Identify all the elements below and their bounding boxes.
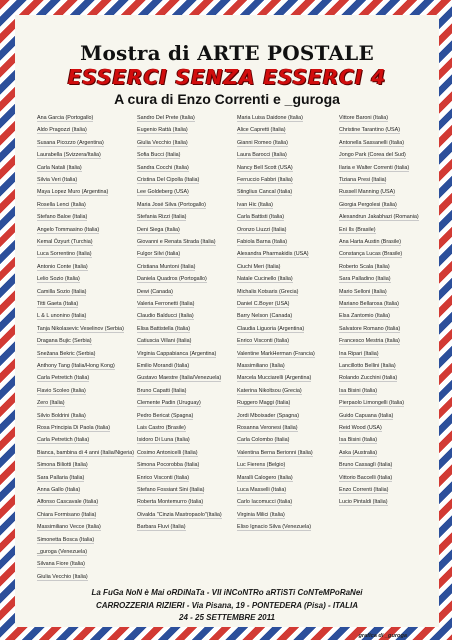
artist-name: Lais Castro (Brasile) [137,425,186,431]
artist-name: Giulia Vecchio (Italia) [137,139,188,146]
artist-name: Claudio Balducci (Italia) [137,313,194,320]
artist-name: Vittorio Baccelli (Italia) [339,474,393,481]
artist-name: Bruno Capatti (Italia) [137,387,187,394]
venue-address: CARROZZERIA RIZIERI - Via Pisana, 19 - PONTEDERA (Pisa) - ITALIA [95,601,359,610]
artist-name: Aska (Australia) [339,449,378,456]
artist-name: Silvia Veri (Italia) [37,177,78,183]
artist-name: Laura Barocci (Italia) [237,152,287,159]
artist-name: Kemal Özyurt (Turchia) [37,239,93,245]
artist-name: Stefano Fossiant Sini (Italia) [137,487,205,493]
artist-name: Stefania Rizzi (Italia) [137,214,187,221]
artist-name: Sara Pallaria (Italia) [37,474,85,481]
graphics-credit: grafica di _guroga [358,633,407,639]
artist-name: Simonetta Bosca (Italia) [37,536,95,543]
artist-name: Giovanni e Renata Strada (Italia) [137,239,216,245]
artist-name: Carla Natali (Italia) [37,164,82,171]
artist-name: _guroga (Venezuela) [37,549,88,555]
artist-name: Elisa Battistella (Italia) [137,325,191,332]
artist-name: Carla Petretich (Italia) [37,375,90,382]
artist-name: Fabiola Barna (Italia) [237,239,288,245]
artist-name: Luca Sorrentino (Italia) [37,251,92,258]
artist-name: Alexandrun Jakabhazi (Romania) [339,214,419,221]
artist-name: Marcela Mucciarelli (Argentina) [237,375,312,382]
artist-name: Silvio Boldrini (Italia) [37,412,86,419]
artist-name: Carla Colombo (Italia) [237,437,290,444]
artist-name: Stefano Baloe (Italia) [37,214,88,221]
artist-name: Virginia Cappabianca (Argentina) [137,350,217,357]
artist-name: Bianca, bambina di 4 anni (Italia/Nigeria) [37,449,135,456]
artist-name: Cosimo Antonicelli (Italia) [137,449,198,456]
artist-name: Angelo Tommasino (Italia) [37,226,100,233]
artist-name: Lancillotto Bellini (Italia) [339,363,396,369]
artist-name: Deni Siega (Italia) [137,226,180,233]
artist-name: Lelio Sozio (Italia) [37,276,80,283]
artist-name: Sara Palladino (Italia) [339,276,391,283]
artist-name: Oivalda "Cinzia Mastropaolo"(Italia) [137,511,222,518]
artist-name: Vittore Baroni (Italia) [339,115,389,121]
artist-name: Daniela Quadros (Portogallo) [137,276,207,283]
artist-name: Dragana Bujic (Serbia) [37,338,92,345]
artist-name: Luca Masselli (Italia) [237,487,287,493]
artist-name: Flavio Scoleo (Italia) [37,387,86,394]
artist-name: Rosa Principia Di Paola (Italia) [37,425,111,431]
artist-name: Simona Pocorobba (Italia) [137,462,200,469]
artist-name: Elsa Zantomio (Italia) [339,313,390,320]
artist-name: Alfonso Cascavale (Italia) [37,499,99,506]
artist-name: Russell Manning (USA) [339,189,396,196]
curators-line: A cura di Enzo Correnti e _guroga [114,91,340,107]
artist-name: Alice Capretti (Italia) [237,127,286,134]
event-name: La FuGa NoN è Mai oRDiNaTa - VII iNCoNTRo aRTiSTi CoNTeMPoRaNei [91,588,363,597]
artist-name: Rosanna Veronesi (Italia) [237,425,298,431]
artist-name: Enrico Visconti (Italia) [137,474,190,481]
artist-name: Sofia Bucci (Italia) [137,152,181,159]
artist-name: Massimiliano Vecce (Italia) [37,524,101,531]
artist-name: Bruno Cassaglì (Italia) [339,462,393,469]
artist-name: Carla Petretich (Italia) [37,437,90,444]
artist-name: Maria José Silva (Portogallo) [137,201,206,208]
artist-name: Eliso Ignacio Silva (Venezuela) [237,524,312,531]
artist-name: Francesco Mestria (Italia) [339,338,400,345]
artist-name: Ciuchi Meri (Italia) [237,263,281,270]
artist-name: Isa Bisini (Italia) [339,387,378,394]
artist-name: Daniel C.Boyer (USA) [237,301,290,307]
artist-name: Constança Lucas (Brasile) [339,251,403,258]
artist-name: Catiuscia Villani (Italia) [137,338,192,345]
artist-name: Barry Nelson (Canada) [237,313,293,320]
artist-name: Tiziana Presi (Italia) [339,177,387,183]
artist-name: Enì Ils (Brasile) [339,226,376,233]
artist-name: Sandro Del Prete (Italia) [137,115,195,121]
artist-name: Sandra Cocchi (Italia) [137,164,189,171]
artist-name: Ana Garcia (Portogallo) [37,115,94,121]
artist-name: Virginia Milici (Italia) [237,511,285,518]
artist-name: Emilio Morandi (Italia) [137,363,190,369]
artist-name: Salvatore Romano (Italia) [339,325,401,332]
artist-name: Jongo Park (Corea del Sud) [339,152,406,159]
artist-name: Snežana Bekric (Serbia) [37,350,96,357]
artist-name: Mariano Bellarosa (Italia) [339,301,399,307]
artist-name: Titti Gaeta (Italia) [37,301,79,307]
artist-name: Valeria Ferronetti (Italia) [137,301,195,307]
artist-name: Anna Gallo (Italia) [37,487,81,493]
artist-name: Barbara Fluvi (Italia) [137,524,186,531]
artist-name: Alexandra Pharmakidis (USA) [237,251,309,258]
artist-name: Stinglius Cancal (Italia) [237,189,293,196]
artist-name: Zero (Italia) [37,400,65,407]
artist-name: Jordi Mboixader (Spagna) [237,412,300,419]
artist-name: Christine Tarantino (USA) [339,127,401,134]
artist-name: Enzo Correnti (Italia) [339,487,389,493]
artist-name: Anthony Tang (Italia/Hong Kong) [37,363,115,369]
artist-name: Lee Goldeberg (USA) [137,189,189,196]
artist-name: Dewi (Canada) [137,288,173,295]
poster-title: Mostra di ARTE POSTALE [80,41,374,65]
artist-name: Nancy Bell Scott (USA) [237,164,293,171]
artist-name: Natale Cucinello (Italia) [237,276,293,283]
artist-name: Carla Battisti (Italia) [237,214,285,221]
artist-name: Fulgor Silvi (Italia) [137,251,181,258]
artist-name: Rosella Lenci (Italia) [37,201,86,208]
artist-name: Simona Biliotti (Italia) [37,462,88,469]
artist-name: Mario Selloni (Italia) [339,288,387,295]
artist-name: Giulia Vecchio (Italia) [37,573,88,580]
artist-name: Camilla Sozio (Italia) [37,288,87,295]
event-dates: 24 - 25 SETTEMBRE 2011 [179,613,275,622]
artist-name: Eugenio Rattà (Italia) [137,127,188,134]
artist-name: Clemente Padin (Uruguay) [137,400,201,407]
artist-name: Ana Harta Austin (Brasile) [339,239,402,245]
artist-name: Antonio Conte (Italia) [37,263,88,270]
artist-name: Ivan Hic (Italia) [237,201,273,208]
artist-name: Antonella Sassanelli (Italia) [339,139,405,146]
artist-name: Roberta Montemurro (Italia) [137,499,204,506]
artist-name: Pierpaolo Limongelli (Italia) [339,400,405,407]
artist-name: Massimiliano (Italia) [237,363,285,369]
artist-name: Isa Bisini (Italia) [339,437,378,444]
artist-name: Gianni Romeo (Italia) [237,139,288,146]
artist-name: L & L unonino (Italia) [37,313,87,320]
artist-columns [37,115,429,590]
artist-name: Claudia Liguoria (Argentina) [237,325,305,332]
artist-name: Susana Picozzo (Argentina) [37,139,104,146]
artist-name: Aldo Pragozzi (Italia) [37,127,87,134]
artist-name: Giorgia Pergolesi (Italia) [339,201,397,208]
artist-name: Isidoro Di Luna (Italia) [137,437,190,444]
artist-name: Pedro Bericat (Spagna) [137,412,194,419]
artist-name: Gustavo Maestre (Italia/Venezuela) [137,375,222,382]
artist-name: Cristiana Muntoni (Italia) [137,263,196,270]
artist-name: Guido Capuana (Italia) [339,412,394,419]
artist-name: Lucio Pintaldi (Italia) [339,499,388,506]
poster [15,15,439,639]
artist-name: Reid Wood (USA) [339,425,382,431]
artist-name: Enrico Visconti (Italia) [237,338,290,345]
artist-name: Ferruccio Fabbri (Italia) [237,177,293,183]
artist-name: Katerina Nikoltsou (Grecia) [237,387,302,394]
artist-name: Valentine MarkHerman (Francia) [237,350,315,357]
artist-name: Ina Ripari (Italia) [339,350,379,357]
artist-name: Laurabella (Svizzera/Italia) [37,152,101,159]
artist-name: Michalis Kotsaris (Grecia) [237,288,299,295]
artist-name: Roberto Scala (Italia) [339,263,390,270]
artist-name: Oronzo Liuzzi (Italia) [237,226,287,233]
artist-name: Ruggero Maggi (Italia) [237,400,291,407]
artist-name: Silvana Fiore (Italia) [37,561,85,568]
artist-name: Luc Fierens (Belgio) [237,462,286,469]
artist-name: Valentina Berna Berionni (Italia) [237,449,313,456]
artist-name: Maya Lopez Muro (Argentina) [37,189,109,196]
artist-name: Cristina Del Cipolla (Italia) [137,177,200,183]
artist-name: Carlo Iacomucci (Italia) [237,499,293,506]
artist-name: Ilaria e Walter Correnti (Italia) [339,164,410,171]
artist-name: Maralli Calogero (Italia) [237,474,293,481]
artist-name: Chiara Formisano (Italia) [37,511,97,518]
artist-name: Maria Luisa Daidone (Italia) [237,115,303,121]
exhibition-title: ESSERCI SENZA ESSERCI 4 [67,65,387,89]
artist-name: Rolando Zucchini (Italia) [339,375,398,382]
artist-name: Tanja Nikolasevic Veselinov (Serbia) [37,325,124,332]
